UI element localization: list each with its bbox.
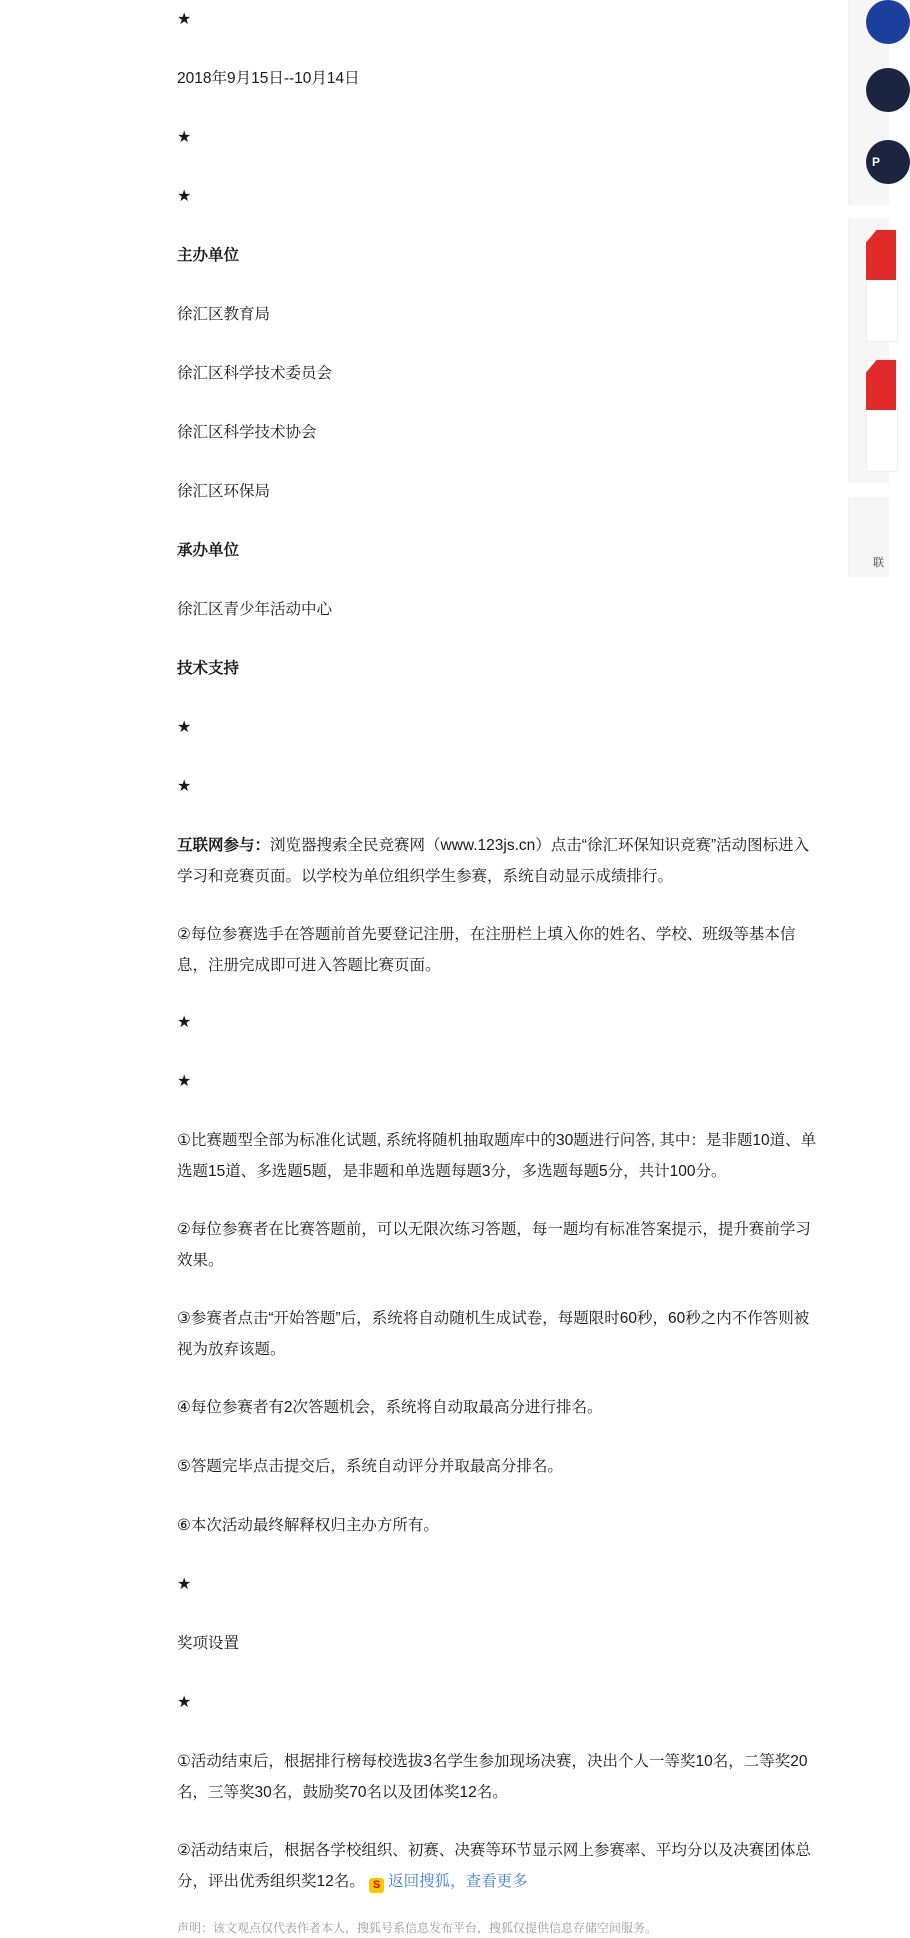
organizer-heading: 主办单位: [177, 247, 240, 264]
rule-item: ①比赛题型全部为标准化试题, 系统将随机抽取题库中的30题进行问答, 其中：是非题10道、单选题15道、多选题5题，是非题和单选题每题3分，多选题每题5分，共计100分。: [177, 1132, 817, 1180]
star-divider: ★: [177, 188, 192, 205]
rule-item: ⑥本次活动最终解释权归主办方所有。: [177, 1517, 439, 1534]
star-divider: ★: [177, 719, 192, 736]
rule-item: ④每位参赛者有2次答题机会，系统将自动取最高分进行排名。: [177, 1399, 603, 1416]
sidebar-contact-panel: [848, 497, 889, 577]
event-date: 2018年9月15日--10月14日: [177, 70, 360, 87]
tech-support-heading: 技术支持: [177, 660, 240, 677]
promo-tag-icon: [866, 230, 896, 280]
avatar[interactable]: [866, 68, 910, 112]
sidebar-author-panel: [848, 0, 889, 205]
avatar-label: P: [872, 155, 881, 169]
register-instructions: ②每位参赛选手在答题前首先要登记注册，在注册栏上填入你的姓名、学校、班级等基本信息，注册完成即可进入答题比赛页面。: [177, 926, 796, 974]
star-divider: ★: [177, 1014, 192, 1031]
rule-item: ②每位参赛者在比赛答题前，可以无限次练习答题，每一题均有标准答案提示，提升赛前学习效果。: [177, 1221, 811, 1269]
back-to-sohu-link[interactable]: 返回搜狐，查看更多: [388, 1873, 528, 1890]
organizer-item: 徐汇区环保局: [177, 483, 271, 500]
right-sidebar: [848, 0, 888, 580]
avatar[interactable]: [866, 140, 910, 184]
avatar[interactable]: [866, 0, 910, 44]
organizer-item: 徐汇区教育局: [177, 306, 271, 323]
organizer-item: 徐汇区科学技术协会: [177, 424, 317, 441]
undertaker-name: 徐汇区青少年活动中心: [177, 601, 333, 618]
declaration: 声明：该文观点仅代表作者本人，搜狐号系信息发布平台，搜狐仅提供信息存储空间服务。: [177, 1921, 658, 1935]
award-text: ②活动结束后，根据各学校组织、初赛、决赛等环节显示网上参赛率、平均分以及决赛团体总分，评出优秀组织奖12名。: [177, 1842, 811, 1890]
internet-label: 互联网参与：: [177, 837, 271, 854]
sohu-logo-icon: S: [369, 1878, 384, 1893]
rule-item: ⑤答题完毕点击提交后，系统自动评分并取最高分排名。: [177, 1458, 563, 1475]
star-divider: ★: [177, 1694, 192, 1711]
organizer-item: 徐汇区科学技术委员会: [177, 365, 333, 382]
star-divider: ★: [177, 1576, 192, 1593]
star-divider: ★: [177, 11, 192, 28]
promo-tag-icon: [866, 360, 896, 410]
sidebar-promo-panel: [848, 218, 889, 483]
star-divider: ★: [177, 778, 192, 795]
internet-participation: [177, 830, 817, 892]
award-item: [177, 1835, 817, 1897]
rule-item: ③参赛者点击“开始答题”后，系统将自动随机生成试卷，每题限时60秒，60秒之内不作答则被视为放弃该题。: [177, 1310, 810, 1358]
internet-text: 浏览器搜索全民竞赛网（www.123js.cn）点击“徐汇环保知识竞赛”活动图标进入学习和竞赛页面。以学校为单位组织学生参赛，系统自动显示成绩排行。: [177, 837, 810, 885]
contact-label[interactable]: 联: [873, 557, 884, 569]
awards-heading: 奖项设置: [177, 1635, 240, 1652]
star-divider: ★: [177, 1073, 192, 1090]
award-item: ①活动结束后，根据排行榜每校选拔3名学生参加现场决赛，决出个人一等奖10名，二等奖20名，三等奖30名，鼓励奖70名以及团体奖12名。: [177, 1753, 808, 1801]
star-divider: ★: [177, 129, 192, 146]
undertaker-heading: 承办单位: [177, 542, 240, 559]
